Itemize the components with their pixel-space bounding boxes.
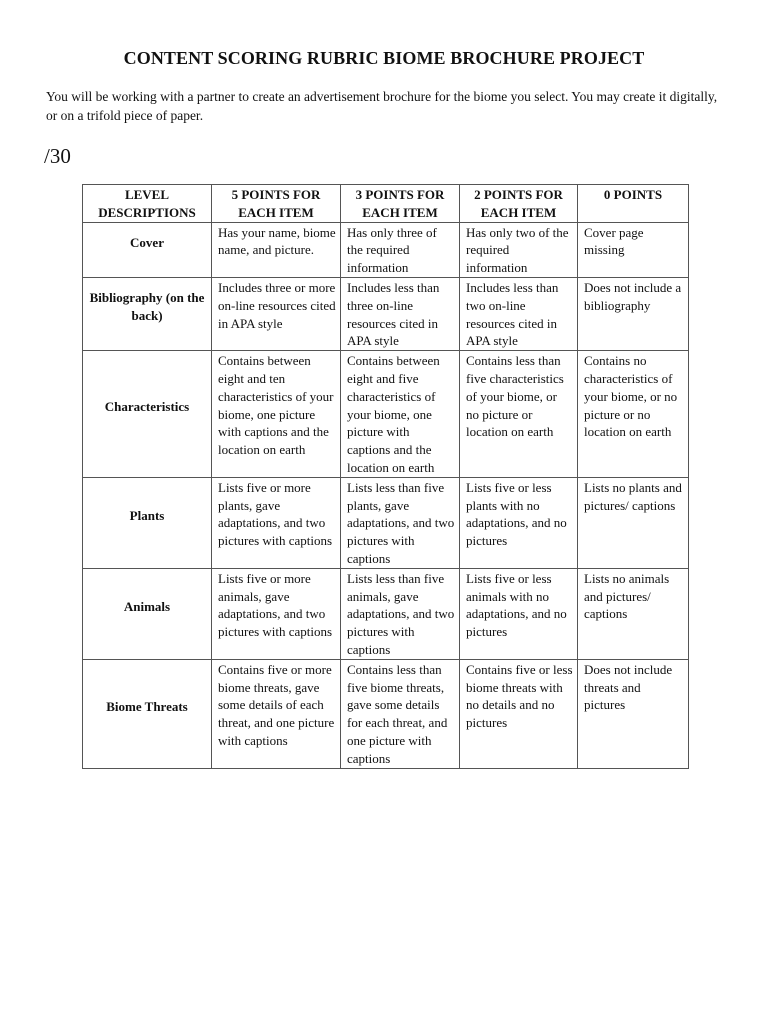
row-label (83, 477, 212, 568)
cell-2-points: Includes less than two on-line resources cited in APA style (460, 277, 578, 350)
intro-paragraph: You will be working with a partner to create an advertisement brochure for the biome you select. You may create it digitally, or on a trifold piece of paper. (46, 89, 718, 123)
cell-0-points: Cover page missing (578, 222, 689, 277)
row-plants (83, 477, 689, 568)
row-label-text: Bibliography (on the back) (89, 290, 205, 324)
rubric-table (82, 184, 689, 769)
cell-3-points: Lists less than five plants, gave adaptations, and two pictures with captions (341, 477, 460, 568)
row-animals (83, 568, 689, 659)
total-score: /30 (44, 144, 71, 168)
cell-3-points: Contains between eight and five characteristics of your biome, one picture with captions and the location on earth (341, 351, 460, 478)
cell-5-points: Contains between eight and ten characteristics of your biome, one picture with captions and the location on earth (212, 351, 341, 478)
cell-0-points: Contains no characteristics of your biome, or no picture or no location on earth (578, 351, 689, 478)
row-label (83, 222, 212, 277)
cell-3-points: Includes less than three on-line resources cited in APA style (341, 277, 460, 350)
cell-0-points: Does not include a bibliography (578, 277, 689, 350)
cell-5-points: Lists five or more plants, gave adaptations, and two pictures with captions (212, 477, 341, 568)
cell-3-points: Lists less than five animals, gave adaptations, and two pictures with captions (341, 568, 460, 659)
row-label-text: Biome Threats (106, 698, 188, 714)
row-label (83, 351, 212, 478)
row-label (83, 568, 212, 659)
header-2-points: 2 POINTS FOR EACH ITEM (460, 185, 578, 223)
cell-2-points: Lists five or less animals with no adaptations, and no pictures (460, 568, 578, 659)
row-label-text: Animals (123, 598, 171, 614)
cell-5-points: Lists five or more animals, gave adaptations, and two pictures with captions (212, 568, 341, 659)
row-biome-threats (83, 659, 689, 768)
cell-5-points: Has your name, biome name, and picture. (212, 222, 341, 277)
row-label (83, 277, 212, 350)
cell-3-points: Contains less than five biome threats, gave some details for each threat, and one picture with captions (341, 659, 460, 768)
cell-2-points: Contains five or less biome threats with no details and no pictures (460, 659, 578, 768)
header-level-descriptions: LEVEL DESCRIPTIONS (83, 185, 212, 223)
row-label-text: Characteristics (104, 399, 190, 415)
cell-2-points: Has only two of the required information (460, 222, 578, 277)
header-5-points: 5 POINTS FOR EACH ITEM (212, 185, 341, 223)
cell-2-points: Lists five or less plants with no adaptations, and no pictures (460, 477, 578, 568)
row-label (83, 659, 212, 768)
cell-5-points: Contains five or more biome threats, gave some details of each threat, and one picture with captions (212, 659, 341, 768)
header-0-points: 0 POINTS (578, 185, 689, 223)
row-cover (83, 222, 689, 277)
cell-0-points: Lists no plants and pictures/ captions (578, 477, 689, 568)
row-bibliography (83, 277, 689, 350)
cell-3-points: Has only three of the required information (341, 222, 460, 277)
cell-2-points: Contains less than five characteristics of your biome, or no picture or location on earth (460, 351, 578, 478)
document-title: CONTENT SCORING RUBRIC BIOME BROCHURE PROJECT (123, 48, 645, 68)
cell-0-points: Does not include threats and pictures (578, 659, 689, 768)
row-characteristics (83, 351, 689, 478)
cell-5-points: Includes three or more on-line resources cited in APA style (212, 277, 341, 350)
row-label-text: Cover (130, 234, 164, 250)
header-3-points: 3 POINTS FOR EACH ITEM (341, 185, 460, 223)
row-label-text: Plants (129, 507, 165, 523)
cell-0-points: Lists no animals and pictures/ captions (578, 568, 689, 659)
rubric-header-row (83, 185, 689, 223)
